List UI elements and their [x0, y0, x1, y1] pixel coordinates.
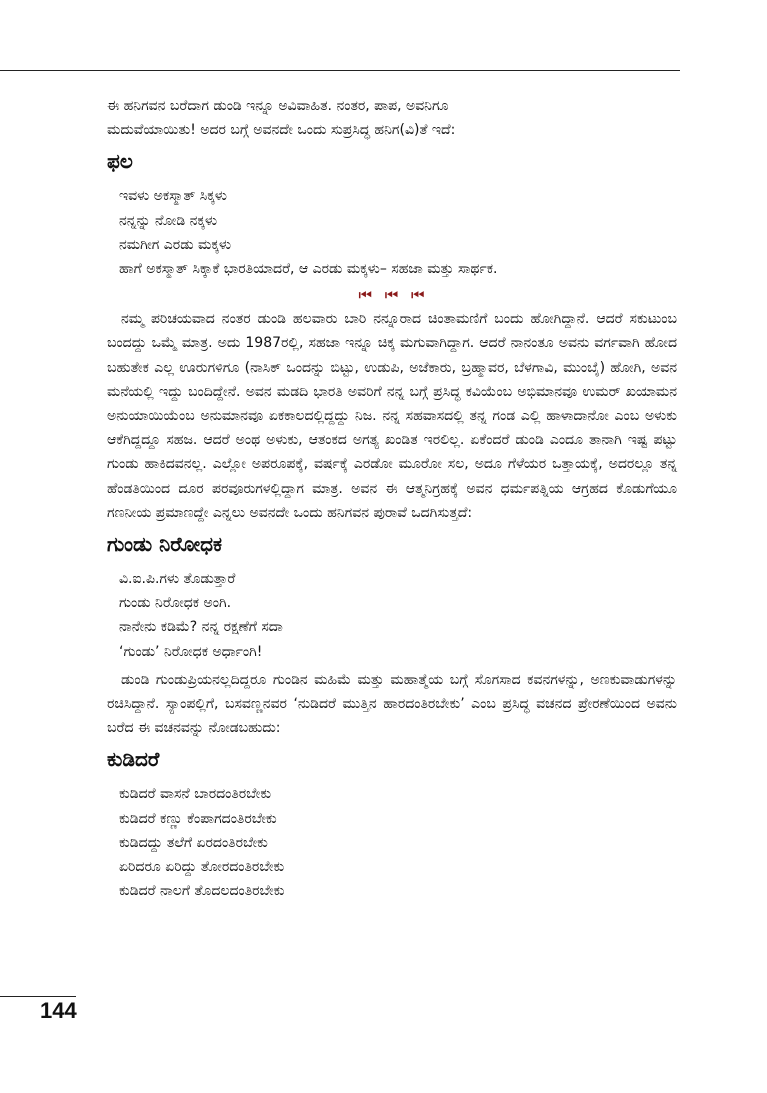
intro-paragraph [107, 94, 677, 142]
poem-line: ವಿ.ಐ.ಪಿ.ಗಳು ತೊಡುತ್ತಾರೆ [119, 571, 236, 588]
bottom-rule [0, 996, 76, 997]
text-line: ನಿಜ. ನನ್ನ ಸಹವಾಸದಲ್ಲಿ ತನ್ನ ಗಂಡ ಎಲ್ಲಿ ಹಾಳಾದಾನೋ ಎಂಬ ಅಳುಕು ಆಕೆಗಿದ್ದದ್ದೂ ಸಹಜ. [107, 408, 677, 449]
text-line: ಡುಂಡಿ ಗುಂಡುಪ್ರಿಯನಲ್ಲದಿದ್ದರೂ ಗುಂಡಿನ ಮಹಿಮೆ ಮತ್ತು ಮಹಾತ್ಮೆಯ ಬಗ್ಗೆ ಸೊಗಸಾದ [121, 671, 521, 688]
poem-line: ಹಾಗೆ ಅಕಸ್ಮಾತ್ ಸಿಕ್ಕಾಕೆ ಭಾರತಿಯಾದರೆ, ಆ ಎರಡು ಮಕ್ಕಳು– ಸಹಜಾ ಮತ್ತು ಸಾರ್ಥಕ. [119, 261, 498, 278]
poem-line: ನಮಗೀಗ ಎರಡು ಮಕ್ಕಳು [119, 236, 232, 253]
text-line: ಪಟ್ಟು ಗುಂಡು ಹಾಕಿದವನಲ್ಲ. ಎಲ್ಲೋ ಅಪರೂಪಕ್ಕೆ, ವರ್ಷಕ್ಕೆ ಎರಡೋ ಮೂರೋ ಸಲ, ಅದೂ [107, 432, 678, 473]
text-line: ಕವನಗಳನ್ನು, ಅಣಕುವಾಡುಗಳನ್ನು ರಚಿಸಿದ್ದಾನೆ. ಸ್ಯಾಂಪಲ್ಲಿಗೆ, ಬಸವಣ್ಣನವರ ‘ನುಡಿದರೆ ಮುತ್ತಿನ [107, 671, 678, 713]
poem-gundu-nirodhaka [119, 567, 677, 664]
poem-line: ಗುಂಡು ನಿರೋಧಕ ಅಂಗಿ. [119, 595, 232, 612]
poem-line: ಕುಡಿದದ್ದು ತಲೆಗೆ ಏರದಂತಿರಬೇಕು [119, 834, 268, 851]
text-line: ಹಾರದಂತಿರಬೇಕು’ ಎಂಬ ಪ್ರಸಿದ್ಧ ವಚನದ ಪ್ರೇರಣೆಯಿಂದ ಅವನು ಬರೆದ ಈ ವಚನವನ್ನು [107, 696, 677, 737]
ornament-icon: ⏮ [411, 286, 426, 305]
poem-phala [119, 184, 677, 281]
poem-line: ಇವಳು ಅಕಸ್ಮಾತ್ ಸಿಕ್ಕಳು [119, 188, 227, 205]
ornament-icon: ⏮ [384, 286, 400, 305]
body-paragraph [107, 668, 677, 741]
ornament-icon: ⏮ [358, 286, 373, 305]
poem-line: ಕುಡಿದರೆ ವಾಸನೆ ಬಾರದಂತಿರಬೇಕು [119, 786, 272, 803]
poem-line: ನಾನೇನು ಕಡಿಮೆ? ನನ್ನ ರಕ್ಷಣೆಗೆ ಸದಾ [119, 619, 283, 636]
page-body [107, 94, 677, 907]
body-paragraph [107, 307, 677, 525]
poem-line: ನನ್ನನ್ನು ನೋಡಿ ನಕ್ಕಳು [119, 212, 218, 229]
text-line: ಮಗುವಾಗಿದ್ದಾಗ. ಆದರೆ ನಾನಂತೂ ಅವನು ವರ್ಗವಾಗಿ ಹೋದ ಬಹುತೇಕ ಎಲ್ಲ ಊರುಗಳಿಗೂ [107, 335, 677, 376]
poem-title-phala: ಫಲ [107, 149, 133, 174]
page-number: 144 [40, 998, 77, 1023]
text-line: ಅವನ ಈ ಆತ್ಮನಿಗ್ರಹಕ್ಕೆ ಅವನ ಧರ್ಮಪತ್ನಿಯ ಆಗ್ರಹದ ಕೊಡುಗೆಯೂ ಗಣನೀಯ ಪ್ರಮಾಣದ್ದೇ [107, 480, 677, 521]
poem-title-gundu-nirodhaka: ಗುಂಡು ನಿರೋಧಕ [107, 532, 223, 557]
text-line: ನಮ್ಮ ಪರಿಚಯವಾದ ನಂತರ ಡುಂಡಿ ಹಲವಾರು ಬಾರಿ ನನ್ನೂರಾದ ಚಿಂತಾಮಣಿಗೆ ಬಂದು [121, 311, 524, 328]
text-line: (ನಾಸಿಕ್ ಒಂದನ್ನು ಬಿಟ್ಟು, ಉಡುಪಿ, ಅಜೆಕಾರು, ಬ್ರಹ್ಮಾವರ, ಬೆಳಗಾವಿ, ಮುಂಬೈ) ಹೋಗಿ, ಅವನ [244, 359, 678, 376]
text-line: ಎನ್ನಲು ಅವನದೇ ಒಂದು ಹನಿಗವನ ಪುರಾವೆ ಒದಗಿಸುತ್ತದೆ: [212, 504, 473, 521]
text-line: ಈ ಹನಿಗವನ ಬರೆದಾಗ ಡುಂಡಿ ಇನ್ನೂ ಅವಿವಾಹಿತ. ನಂತರ, ಪಾಪ, ಅವನಿಗೂ [107, 98, 449, 114]
text-line: ಗೆಳೆಯರ ಒತ್ತಾಯಕ್ಕೆ, ಅದರಲ್ಲೂ ತನ್ನ ಹೆಂಡತಿಯಿಂದ ದೂರ ಪರವೂರುಗಳಲ್ಲಿದ್ದಾಗ ಮಾತ್ರ. [107, 456, 678, 497]
section-ornament [107, 285, 677, 305]
text-line: ಅಭಿಮಾನವೂ ಉಮರ್ ಖಯಾಮನ ಅನುಯಾಯಿಯೆಂಬ ಅನುಮಾನವೂ ಏಕಕಾಲದಲ್ಲಿದ್ದದ್ದು [107, 383, 677, 425]
text-line: ಮದುವೆಯಾಯಿತು! ಅದರ ಬಗ್ಗೆ ಅವನದೇ ಒಂದು ಸುಪ್ರಸಿದ್ಧ ಹನಿಗ(ವಿ)ತೆ ಇದೆ: [107, 122, 456, 139]
text-line: ಆದರೆ ಅಂಥ ಅಳುಕು, ಆತಂಕದ ಅಗತ್ಯ ಖಂಡಿತ ಇರಲಿಲ್ಲ. ಏಕೆಂದರೆ ಡುಂಡಿ ಎಂದೂ ತಾನಾಗಿ ಇಷ್ಟ [203, 432, 648, 449]
poem-title-kudidare: ಕುಡಿದರೆ [107, 747, 160, 772]
poem-kudidare [119, 782, 677, 903]
poem-line: ಕುಡಿದರೆ ನಾಲಗೆ ತೊದಲದಂತಿರಬೇಕು [119, 883, 285, 900]
top-rule [0, 70, 680, 71]
poem-line: ಕುಡಿದರೆ ಕಣ್ಣು ಕೆಂಪಾಗದಂತಿರಬೇಕು [119, 810, 277, 827]
poem-line: ಏರಿದರೂ ಏರಿದ್ದು ತೋರದಂತಿರಬೇಕು [119, 859, 285, 876]
text-line: ಹೋಗಿದ್ದಾನೆ. ಆದರೆ ಸಕುಟುಂಬ ಬಂದದ್ದು ಒಮ್ಮೆ ಮಾತ್ರ. ಅದು 1987ರಲ್ಲಿ, ಸಹಜಾ ಇನ್ನೂ ಚಿಕ್ಕ [107, 311, 677, 352]
text-line: ಮನೆಯಲ್ಲಿ ಇದ್ದು ಬಂದಿದ್ದೇನೆ. ಅವನ ಮಡದಿ ಭಾರತಿ ಅವರಿಗೆ ನನ್ನ ಬಗ್ಗೆ ಪ್ರಸಿದ್ಧ ಕವಿಯೆಂಬ [107, 383, 513, 400]
poem-line: ‘ಗುಂಡು’ ನಿರೋಧಕ ಅರ್ಧಾಂಗಿ! [119, 643, 263, 660]
text-line: ನೋಡಬಹುದು: [208, 720, 281, 737]
